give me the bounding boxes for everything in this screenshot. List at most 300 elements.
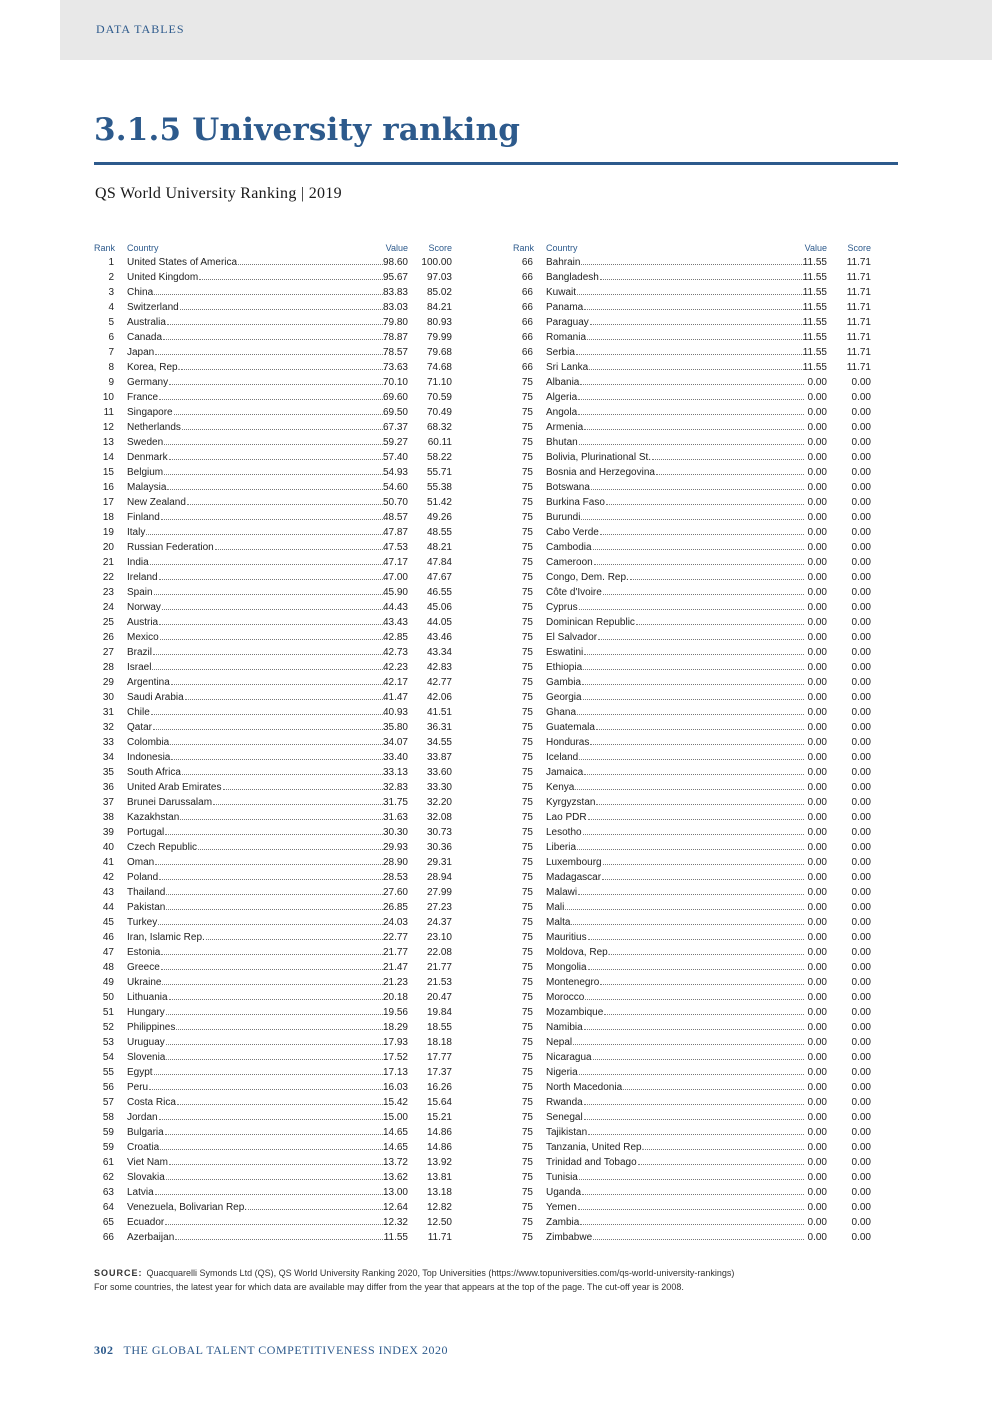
country-name: Saudi Arabia bbox=[127, 692, 184, 703]
table-row bbox=[513, 1215, 871, 1230]
value-cell: 95.67 bbox=[382, 272, 408, 283]
table-row bbox=[94, 1215, 452, 1230]
table-row bbox=[513, 330, 871, 345]
rank-cell: 75 bbox=[521, 647, 533, 658]
country-cell bbox=[546, 855, 805, 870]
table-row bbox=[513, 975, 871, 990]
score-cell: 13.92 bbox=[426, 1157, 452, 1168]
table-row bbox=[513, 600, 871, 615]
rank-cell: 75 bbox=[521, 887, 533, 898]
country-name: Greece bbox=[127, 962, 160, 973]
rank-cell: 45 bbox=[102, 917, 114, 928]
table-row bbox=[94, 630, 452, 645]
leader-dots bbox=[603, 864, 804, 865]
country-name: Argentina bbox=[127, 677, 170, 688]
score-cell: 0.00 bbox=[851, 1142, 871, 1153]
country-name: Brazil bbox=[127, 647, 153, 658]
score-cell: 0.00 bbox=[851, 752, 871, 763]
value-cell: 0.00 bbox=[807, 722, 827, 733]
table-row bbox=[513, 1200, 871, 1215]
leader-dots bbox=[162, 984, 385, 985]
country-name: Eswatini bbox=[546, 647, 584, 658]
rank-cell: 75 bbox=[521, 1037, 533, 1048]
country-name: Ethiopia bbox=[546, 662, 583, 673]
leader-dots bbox=[604, 1014, 804, 1015]
country-name: Jordan bbox=[127, 1112, 158, 1123]
table-row bbox=[94, 900, 452, 915]
country-cell bbox=[127, 1005, 386, 1020]
value-cell: 0.00 bbox=[807, 917, 827, 928]
leader-dots bbox=[606, 504, 804, 505]
value-cell: 11.55 bbox=[802, 272, 827, 283]
value-cell: 11.55 bbox=[802, 347, 827, 358]
value-cell: 42.85 bbox=[382, 632, 408, 643]
country-cell bbox=[127, 360, 386, 375]
table-row bbox=[94, 1125, 452, 1140]
value-cell: 69.60 bbox=[382, 392, 408, 403]
value-cell: 47.87 bbox=[382, 527, 408, 538]
country-cell bbox=[546, 645, 805, 660]
country-cell bbox=[546, 795, 805, 810]
table-row bbox=[94, 345, 452, 360]
country-cell bbox=[546, 285, 805, 300]
country-name: Croatia bbox=[127, 1142, 160, 1153]
country-cell bbox=[546, 1095, 805, 1110]
value-cell: 98.60 bbox=[382, 257, 408, 268]
country-name: United States of America bbox=[127, 257, 238, 268]
rank-cell: 9 bbox=[108, 377, 114, 388]
value-cell: 14.65 bbox=[382, 1127, 408, 1138]
country-name: Malawi bbox=[546, 887, 578, 898]
country-name: Gambia bbox=[546, 677, 582, 688]
score-cell: 79.99 bbox=[426, 332, 452, 343]
country-cell bbox=[546, 405, 805, 420]
score-cell: 74.68 bbox=[426, 362, 452, 373]
value-cell: 32.83 bbox=[382, 782, 408, 793]
score-cell: 0.00 bbox=[851, 1007, 871, 1018]
rank-cell: 75 bbox=[521, 572, 533, 583]
leader-dots bbox=[150, 564, 385, 565]
table-row bbox=[513, 660, 871, 675]
leader-dots bbox=[169, 459, 385, 460]
country-cell bbox=[546, 615, 805, 630]
country-cell bbox=[546, 840, 805, 855]
rank-cell: 75 bbox=[521, 1187, 533, 1198]
score-cell: 0.00 bbox=[851, 917, 871, 928]
rank-cell: 75 bbox=[521, 737, 533, 748]
ranking-table-left bbox=[94, 242, 452, 1245]
table-row bbox=[94, 480, 452, 495]
leader-dots bbox=[584, 1029, 804, 1030]
country-cell bbox=[546, 600, 805, 615]
country-name: Cameroon bbox=[546, 557, 593, 568]
country-cell bbox=[127, 330, 386, 345]
source-text: Quacquarelli Symonds Ltd (QS), QS World University Ranking 2020, Top Universities (https://www.topuniversities.com/qs-world-university-rankings) bbox=[146, 1268, 735, 1278]
country-name: Nigeria bbox=[546, 1067, 578, 1078]
rank-cell: 42 bbox=[102, 872, 114, 883]
leader-dots bbox=[171, 759, 385, 760]
score-cell: 44.05 bbox=[426, 617, 452, 628]
country-cell bbox=[127, 1170, 386, 1185]
score-cell: 0.00 bbox=[851, 827, 871, 838]
rank-cell: 75 bbox=[521, 1082, 533, 1093]
rank-cell: 75 bbox=[521, 992, 533, 1003]
country-name: India bbox=[127, 557, 149, 568]
table-row bbox=[513, 765, 871, 780]
leader-dots bbox=[167, 324, 385, 325]
rank-cell: 33 bbox=[102, 737, 114, 748]
country-name: Slovenia bbox=[127, 1052, 166, 1063]
rank-cell: 4 bbox=[108, 302, 114, 313]
country-cell bbox=[546, 675, 805, 690]
country-cell bbox=[546, 1020, 805, 1035]
country-cell bbox=[546, 870, 805, 885]
score-cell: 0.00 bbox=[851, 767, 871, 778]
country-cell bbox=[127, 975, 386, 990]
score-cell: 46.55 bbox=[426, 587, 452, 598]
country-name: Qatar bbox=[127, 722, 153, 733]
leader-dots bbox=[579, 759, 804, 760]
rank-cell: 55 bbox=[102, 1067, 114, 1078]
country-cell bbox=[546, 1185, 805, 1200]
country-cell bbox=[546, 345, 805, 360]
score-cell: 70.59 bbox=[426, 392, 452, 403]
value-cell: 0.00 bbox=[807, 977, 827, 988]
country-name: Nicaragua bbox=[546, 1052, 592, 1063]
header-rank: Rank bbox=[513, 243, 535, 253]
score-cell: 0.00 bbox=[851, 1097, 871, 1108]
country-name: Angola bbox=[546, 407, 578, 418]
value-cell: 0.00 bbox=[807, 842, 827, 853]
country-cell bbox=[546, 330, 805, 345]
leader-dots bbox=[166, 1179, 385, 1180]
country-cell bbox=[546, 375, 805, 390]
leader-dots bbox=[159, 1119, 385, 1120]
value-cell: 11.55 bbox=[383, 1232, 408, 1243]
country-name: Australia bbox=[127, 317, 166, 328]
rank-cell: 75 bbox=[521, 977, 533, 988]
table-row bbox=[94, 1035, 452, 1050]
value-cell: 0.00 bbox=[807, 1037, 827, 1048]
country-name: Indonesia bbox=[127, 752, 171, 763]
score-cell: 18.18 bbox=[426, 1037, 452, 1048]
score-cell: 30.73 bbox=[426, 827, 452, 838]
score-cell: 0.00 bbox=[851, 1082, 871, 1093]
value-cell: 83.03 bbox=[382, 302, 408, 313]
score-cell: 0.00 bbox=[851, 1127, 871, 1138]
table-row bbox=[513, 375, 871, 390]
value-cell: 44.43 bbox=[382, 602, 408, 613]
country-name: Sri Lanka bbox=[546, 362, 589, 373]
rank-cell: 46 bbox=[102, 932, 114, 943]
table-row bbox=[513, 570, 871, 585]
country-name: Thailand bbox=[127, 887, 166, 898]
table-row bbox=[513, 1125, 871, 1140]
country-cell bbox=[546, 735, 805, 750]
value-cell: 11.55 bbox=[802, 302, 827, 313]
country-cell bbox=[546, 630, 805, 645]
value-cell: 50.70 bbox=[382, 497, 408, 508]
page-title: 3.1.5 University ranking bbox=[94, 112, 521, 148]
rank-cell: 75 bbox=[521, 1112, 533, 1123]
rank-cell: 6 bbox=[108, 332, 114, 343]
score-cell: 0.00 bbox=[851, 1217, 871, 1228]
country-name: Spain bbox=[127, 587, 153, 598]
score-cell: 0.00 bbox=[851, 497, 871, 508]
score-cell: 0.00 bbox=[851, 1202, 871, 1213]
rank-cell: 27 bbox=[102, 647, 114, 658]
table-subtitle: QS World University Ranking | 2019 bbox=[95, 185, 342, 202]
country-name: Austria bbox=[127, 617, 159, 628]
rank-cell: 66 bbox=[521, 347, 533, 358]
leader-dots bbox=[182, 429, 385, 430]
table-row bbox=[94, 735, 452, 750]
table-row bbox=[94, 1230, 452, 1245]
score-cell: 79.68 bbox=[426, 347, 452, 358]
leader-dots bbox=[180, 309, 385, 310]
table-row bbox=[94, 360, 452, 375]
country-cell bbox=[127, 990, 386, 1005]
value-cell: 40.93 bbox=[382, 707, 408, 718]
score-cell: 32.20 bbox=[426, 797, 452, 808]
table-row bbox=[94, 510, 452, 525]
leader-dots bbox=[656, 474, 804, 475]
section-label: DATA TABLES bbox=[96, 22, 185, 36]
value-cell: 33.13 bbox=[382, 767, 408, 778]
country-cell bbox=[127, 750, 386, 765]
rank-cell: 41 bbox=[102, 857, 114, 868]
country-name: Turkey bbox=[127, 917, 158, 928]
country-name: Trinidad and Tobago bbox=[546, 1157, 637, 1168]
leader-dots bbox=[598, 639, 804, 640]
value-cell: 0.00 bbox=[807, 482, 827, 493]
country-name: Zambia bbox=[546, 1217, 580, 1228]
table-row bbox=[513, 780, 871, 795]
value-cell: 0.00 bbox=[807, 827, 827, 838]
leader-dots bbox=[565, 909, 804, 910]
value-cell: 0.00 bbox=[807, 422, 827, 433]
value-cell: 0.00 bbox=[807, 1067, 827, 1078]
leader-dots bbox=[579, 609, 804, 610]
score-cell: 0.00 bbox=[851, 542, 871, 553]
value-cell: 0.00 bbox=[807, 452, 827, 463]
country-name: Bhutan bbox=[546, 437, 578, 448]
table-body-right bbox=[513, 255, 871, 1245]
value-cell: 21.77 bbox=[382, 947, 408, 958]
leader-dots bbox=[159, 579, 385, 580]
country-name: Viet Nam bbox=[127, 1157, 168, 1168]
country-name: Guatemala bbox=[546, 722, 595, 733]
table-row bbox=[513, 510, 871, 525]
table-row bbox=[94, 885, 452, 900]
leader-dots bbox=[573, 1044, 804, 1045]
rank-cell: 43 bbox=[102, 887, 114, 898]
score-cell: 11.71 bbox=[846, 287, 871, 298]
leader-dots bbox=[154, 1074, 385, 1075]
rank-cell: 75 bbox=[521, 782, 533, 793]
country-name: Bangladesh bbox=[546, 272, 599, 283]
country-name: Cabo Verde bbox=[546, 527, 599, 538]
country-name: Congo, Dem. Rep. bbox=[546, 572, 629, 583]
country-cell bbox=[127, 705, 386, 720]
leader-dots bbox=[636, 624, 804, 625]
rank-cell: 75 bbox=[521, 452, 533, 463]
value-cell: 28.53 bbox=[382, 872, 408, 883]
leader-dots bbox=[652, 459, 804, 460]
table-row bbox=[94, 720, 452, 735]
table-row bbox=[94, 570, 452, 585]
country-cell bbox=[546, 825, 805, 840]
leader-dots bbox=[161, 969, 385, 970]
score-cell: 84.21 bbox=[426, 302, 452, 313]
country-name: Yemen bbox=[546, 1202, 577, 1213]
country-name: Germany bbox=[127, 377, 169, 388]
rank-cell: 18 bbox=[102, 512, 114, 523]
value-cell: 0.00 bbox=[807, 1097, 827, 1108]
country-cell bbox=[546, 1035, 805, 1050]
country-cell bbox=[127, 900, 386, 915]
table-row bbox=[513, 300, 871, 315]
rank-cell: 75 bbox=[521, 1232, 533, 1243]
rank-cell: 21 bbox=[102, 557, 114, 568]
rank-cell: 75 bbox=[521, 707, 533, 718]
table-row bbox=[513, 1230, 871, 1245]
leader-dots bbox=[583, 669, 804, 670]
rank-cell: 75 bbox=[521, 1172, 533, 1183]
country-cell bbox=[127, 255, 386, 270]
table-row bbox=[513, 1050, 871, 1065]
value-cell: 41.47 bbox=[382, 692, 408, 703]
table-row bbox=[513, 270, 871, 285]
value-cell: 0.00 bbox=[807, 497, 827, 508]
country-cell bbox=[546, 270, 805, 285]
table-row bbox=[513, 735, 871, 750]
rank-cell: 75 bbox=[521, 422, 533, 433]
table-row bbox=[513, 720, 871, 735]
leader-dots bbox=[603, 594, 804, 595]
rank-cell: 75 bbox=[521, 617, 533, 628]
score-cell: 11.71 bbox=[846, 302, 871, 313]
country-cell bbox=[546, 1050, 805, 1065]
rank-cell: 75 bbox=[521, 1142, 533, 1153]
country-cell bbox=[546, 1080, 805, 1095]
table-row bbox=[94, 375, 452, 390]
country-cell bbox=[546, 465, 805, 480]
value-cell: 26.85 bbox=[382, 902, 408, 913]
country-cell bbox=[546, 1005, 805, 1020]
score-cell: 0.00 bbox=[851, 557, 871, 568]
rank-cell: 35 bbox=[102, 767, 114, 778]
country-cell bbox=[127, 1230, 386, 1245]
value-cell: 11.55 bbox=[802, 257, 827, 268]
value-cell: 19.56 bbox=[382, 1007, 408, 1018]
rank-cell: 75 bbox=[521, 842, 533, 853]
value-cell: 20.18 bbox=[382, 992, 408, 1003]
table-row bbox=[94, 525, 452, 540]
leader-dots bbox=[578, 894, 804, 895]
rank-cell: 29 bbox=[102, 677, 114, 688]
country-name: Bulgaria bbox=[127, 1127, 164, 1138]
country-name: Lesotho bbox=[546, 827, 582, 838]
rank-cell: 75 bbox=[521, 1097, 533, 1108]
country-cell bbox=[127, 420, 386, 435]
score-cell: 0.00 bbox=[851, 887, 871, 898]
table-row bbox=[94, 675, 452, 690]
country-cell bbox=[546, 1125, 805, 1140]
table-row bbox=[513, 1005, 871, 1020]
value-cell: 0.00 bbox=[807, 617, 827, 628]
country-name: Panama bbox=[546, 302, 584, 313]
leader-dots bbox=[151, 714, 385, 715]
table-row bbox=[513, 675, 871, 690]
table-row bbox=[94, 825, 452, 840]
leader-dots bbox=[161, 519, 385, 520]
value-cell: 11.55 bbox=[802, 317, 827, 328]
country-name: Mali bbox=[546, 902, 565, 913]
table-row bbox=[94, 600, 452, 615]
value-cell: 15.42 bbox=[382, 1097, 408, 1108]
ranking-table-right bbox=[513, 242, 871, 1245]
score-cell: 28.94 bbox=[426, 872, 452, 883]
score-cell: 16.26 bbox=[426, 1082, 452, 1093]
table-row bbox=[513, 810, 871, 825]
table-row bbox=[94, 1005, 452, 1020]
value-cell: 13.62 bbox=[382, 1172, 408, 1183]
score-cell: 100.00 bbox=[421, 257, 452, 268]
table-row bbox=[513, 705, 871, 720]
score-cell: 0.00 bbox=[851, 737, 871, 748]
table-row bbox=[94, 390, 452, 405]
score-cell: 0.00 bbox=[851, 1037, 871, 1048]
value-cell: 13.00 bbox=[382, 1187, 408, 1198]
value-cell: 54.60 bbox=[382, 482, 408, 493]
leader-dots bbox=[588, 1134, 804, 1135]
country-name: China bbox=[127, 287, 154, 298]
score-cell: 14.86 bbox=[426, 1127, 452, 1138]
table-row bbox=[513, 435, 871, 450]
value-cell: 79.80 bbox=[382, 317, 408, 328]
leader-dots bbox=[167, 489, 385, 490]
leader-dots bbox=[579, 1074, 804, 1075]
score-cell: 0.00 bbox=[851, 1157, 871, 1168]
table-body-left bbox=[94, 255, 452, 1245]
leader-dots bbox=[593, 1239, 804, 1240]
country-name: Serbia bbox=[546, 347, 575, 358]
value-cell: 0.00 bbox=[807, 1187, 827, 1198]
rank-cell: 14 bbox=[102, 452, 114, 463]
leader-dots bbox=[159, 624, 385, 625]
rank-cell: 36 bbox=[102, 782, 114, 793]
rank-cell: 75 bbox=[521, 1202, 533, 1213]
score-cell: 13.81 bbox=[426, 1172, 452, 1183]
score-cell: 55.71 bbox=[426, 467, 452, 478]
score-cell: 11.71 bbox=[846, 272, 871, 283]
score-cell: 23.10 bbox=[426, 932, 452, 943]
country-name: Côte d'Ivoire bbox=[546, 587, 602, 598]
header-rank: Rank bbox=[94, 243, 116, 253]
country-name: Hungary bbox=[127, 1007, 165, 1018]
country-name: Mexico bbox=[127, 632, 159, 643]
country-name: Moldova, Rep. bbox=[546, 947, 611, 958]
rank-cell: 75 bbox=[521, 557, 533, 568]
country-name: Brunei Darussalam bbox=[127, 797, 213, 808]
value-cell: 18.29 bbox=[382, 1022, 408, 1033]
table-row bbox=[94, 660, 452, 675]
country-name: Mozambique bbox=[546, 1007, 604, 1018]
value-cell: 0.00 bbox=[807, 767, 827, 778]
score-cell: 0.00 bbox=[851, 392, 871, 403]
table-row bbox=[513, 540, 871, 555]
